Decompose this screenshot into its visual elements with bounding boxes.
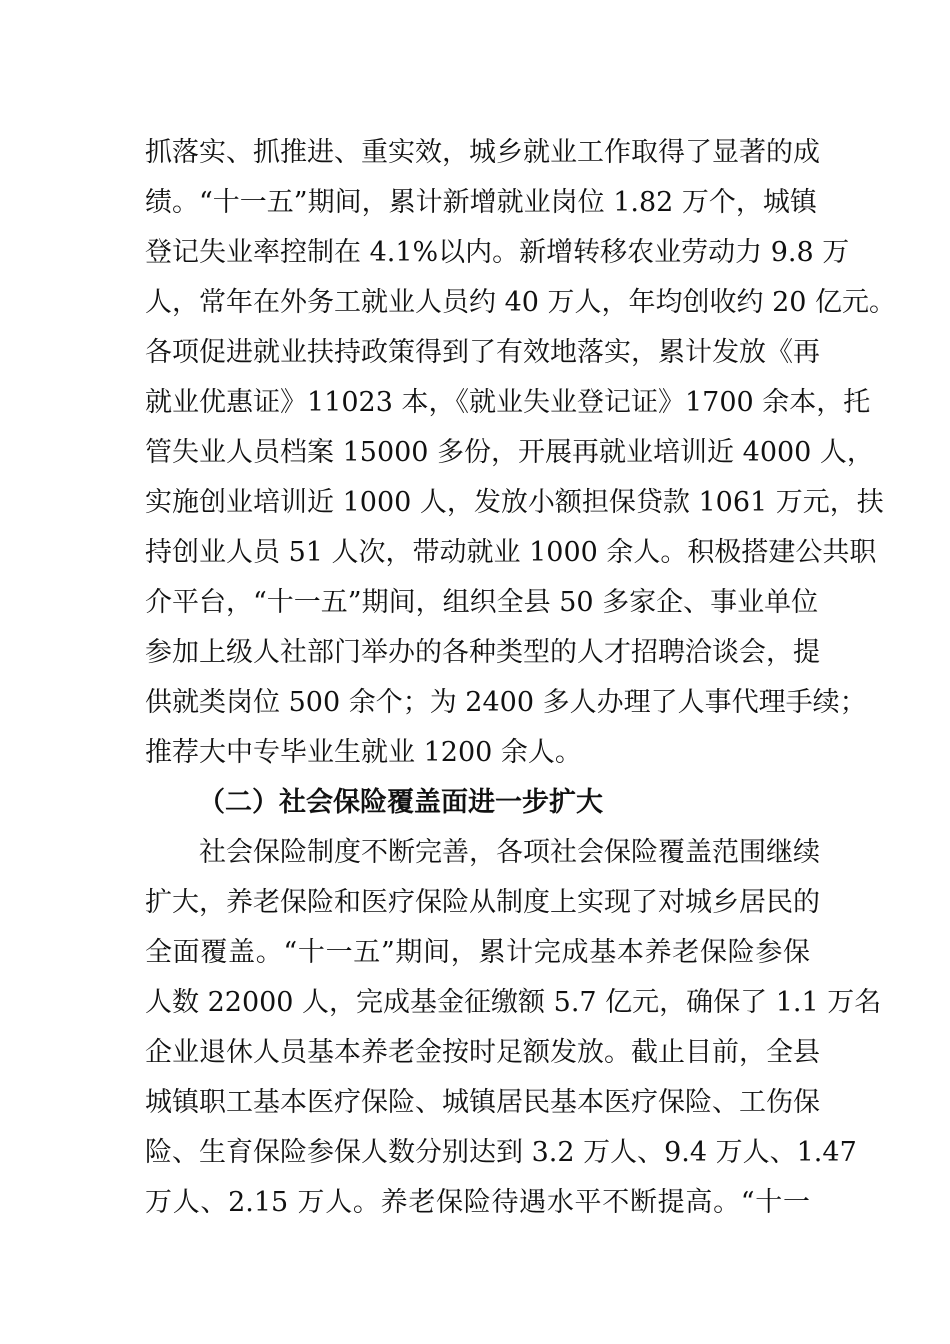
paragraph2-line-3: 全面覆盖。“十一五”期间，累计完成基本养老保险参保 (145, 937, 810, 968)
section-heading: （二）社会保险覆盖面进一步扩大 (198, 787, 603, 818)
paragraph1-line-10: 介平台，“十一五”期间，组织全县 50 多家企、事业单位 (145, 587, 819, 618)
paragraph2-line-4: 人数 22000 人，完成基金征缴额 5.7 亿元，确保了 1.1 万名 (145, 987, 882, 1018)
paragraph1-line-11: 参加上级人社部门举办的各种类型的人才招聘洽谈会，提 (145, 637, 820, 668)
paragraph1-line-8: 实施创业培训近 1000 人，发放小额担保贷款 1061 万元，扶 (145, 487, 884, 518)
paragraph2-line-1: 社会保险制度不断完善，各项社会保险覆盖范围继续 (199, 837, 820, 868)
paragraph2-line-5: 企业退休人员基本养老金按时足额发放。截止目前，全县 (145, 1037, 820, 1068)
paragraph1-line-12: 供就类岗位 500 余个；为 2400 多人办理了人事代理手续； (145, 687, 867, 718)
paragraph1-line-13: 推荐大中专毕业生就业 1200 余人。 (145, 737, 582, 768)
paragraph1-line-1: 抓落实、抓推进、重实效，城乡就业工作取得了显著的成 (145, 137, 820, 168)
paragraph1-line-2: 绩。“十一五”期间，累计新增就业岗位 1.82 万个，城镇 (145, 187, 817, 218)
paragraph1-line-3: 登记失业率控制在 4.1%以内。新增转移农业劳动力 9.8 万 (145, 237, 850, 268)
paragraph1-line-5: 各项促进就业扶持政策得到了有效地落实，累计发放《再 (145, 337, 820, 368)
paragraph2-line-6: 城镇职工基本医疗保险、城镇居民基本医疗保险、工伤保 (145, 1087, 820, 1118)
paragraph1-line-7: 管失业人员档案 15000 多份，开展再就业培训近 4000 人， (145, 437, 874, 468)
paragraph2-line-8: 万人、2.15 万人。养老保险待遇水平不断提高。“十一 (145, 1187, 810, 1218)
paragraph2-line-2: 扩大，养老保险和医疗保险从制度上实现了对城乡居民的 (145, 887, 820, 918)
paragraph1-line-4: 人，常年在外务工就业人员约 40 万人，年均创收约 20 亿元。 (145, 287, 897, 318)
paragraph2-line-7: 险、生育保险参保人数分别达到 3.2 万人、9.4 万人、1.47 (145, 1137, 857, 1168)
paragraph1-line-9: 持创业人员 51 人次，带动就业 1000 余人。积极搭建公共职 (145, 537, 877, 568)
paragraph1-line-6: 就业优惠证》11023 本，《就业失业登记证》1700 余本，托 (145, 387, 871, 418)
